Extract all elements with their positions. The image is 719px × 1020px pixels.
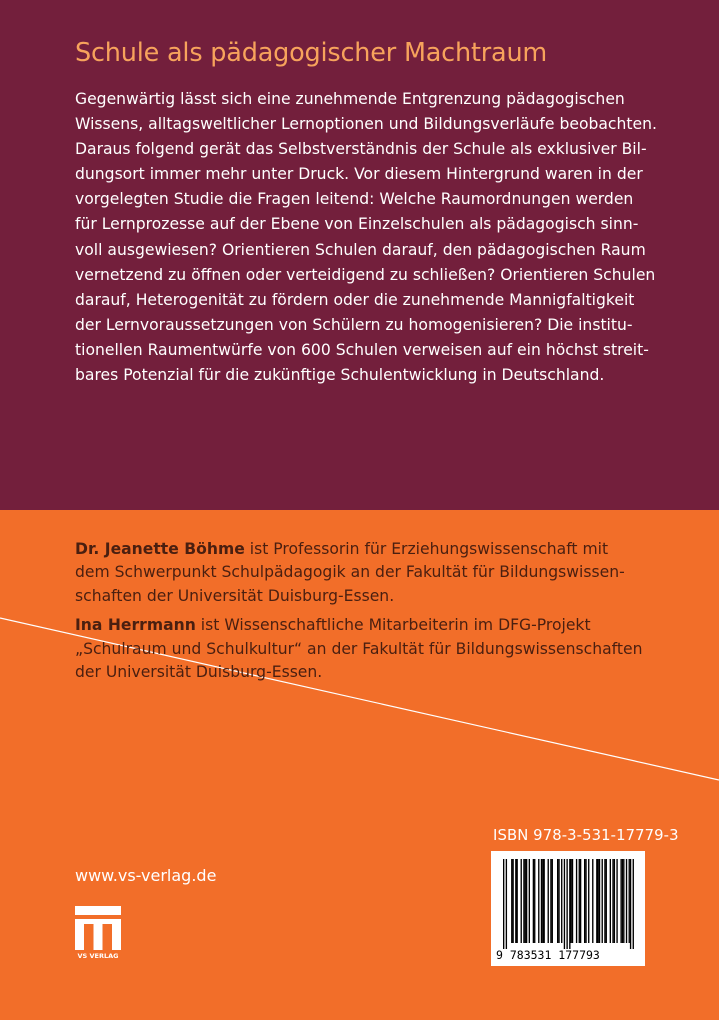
blurb-line: bares Potenzial für die zukünftige Schulentwicklung in Deutschland. (75, 366, 605, 385)
barcode (491, 851, 645, 966)
barcode-bar (511, 859, 512, 943)
barcode-bar (542, 859, 543, 943)
barcode-bar (529, 859, 530, 943)
blurb-line: vernetzend zu öffnen oder verteidigend zu schließen? Orientieren Schulen (75, 265, 656, 284)
barcode-bar (515, 859, 516, 943)
barcode-bar (599, 859, 600, 943)
barcode-bar (512, 859, 513, 943)
barcode-bar (558, 859, 559, 943)
author-bio-line: „Schulraum und Schulkultur“ an der Fakultät für Bildungswissenschaften (75, 639, 643, 658)
blurb (75, 87, 675, 388)
barcode-bar (610, 859, 611, 943)
barcode-bar (564, 859, 565, 949)
blurb-line: vorgelegten Studie die Fragen leitend: Welche Raumordnungen werden (75, 190, 634, 209)
barcode-bar (623, 859, 624, 943)
barcode-bar (523, 859, 524, 943)
author-bio-line: dem Schwerpunkt Schulpädagogik an der Fakultät für Bildungswissen- (75, 563, 625, 582)
barcode-bar (596, 859, 597, 943)
blurb-line: Wissens, alltagsweltlicher Lernoptionen und Bildungsverläufe beobachten. (75, 115, 657, 134)
author-bio-line: schaften der Universität Duisburg-Essen. (75, 586, 395, 605)
barcode-bar (620, 859, 621, 943)
barcode-bar (541, 859, 542, 943)
barcode-bar (569, 859, 570, 949)
blurb-line: für Lernprozesse auf der Ebene von Einzelschulen als pädagogisch sinn- (75, 215, 639, 234)
author-bio-line: ist Professorin für Erziehungswissenschaft mit (244, 540, 609, 558)
blurb-line: tionellen Raumentwürfe von 600 Schulen verweisen auf ein höchst streit- (75, 340, 649, 359)
barcode-bar (614, 859, 615, 943)
blurb-line: voll ausgewiesen? Orientieren Schulen darauf, den pädagogischen Raum (75, 240, 646, 259)
barcode-bar (517, 859, 518, 943)
barcode-bar (557, 859, 558, 943)
blurb-line: dungsort immer mehr unter Druck. Vor diesem Hintergrund waren in der (75, 165, 643, 184)
barcode-bar (604, 859, 605, 943)
barcode-bar (506, 859, 507, 949)
barcode-bar (550, 859, 551, 943)
barcode-bar (571, 859, 572, 943)
barcode-bar (526, 859, 527, 943)
barcode-bar (579, 859, 580, 943)
barcode-bar (548, 859, 549, 943)
barcode-bar (606, 859, 607, 943)
barcode-bar (633, 859, 634, 949)
barcode-bar (626, 859, 627, 943)
barcode-bar (521, 859, 522, 943)
barcode-bar (503, 859, 504, 949)
barcode-bar (630, 859, 631, 949)
barcode-bar (544, 859, 545, 943)
barcode-bar (584, 859, 585, 943)
publisher-logo (75, 906, 121, 964)
barcode-bar (588, 859, 589, 943)
isbn-label: ISBN 978-3-531-17779-3 (493, 827, 679, 844)
barcode-bars (491, 851, 645, 966)
barcode-bar (533, 859, 534, 943)
barcode-bar (534, 859, 535, 943)
barcode-bar (598, 859, 599, 943)
blurb-line: darauf, Heterogenität zu fördern oder die zunehmende Mannigfaltigkeit (75, 290, 635, 309)
barcode-bar (580, 859, 581, 943)
barcode-bar (585, 859, 586, 943)
barcode-bar (561, 859, 562, 943)
blurb-line: Daraus folgend gerät das Selbstverständnis der Schule als exklusiver Bil- (75, 140, 647, 159)
author-name: Ina Herrmann (75, 616, 196, 635)
barcode-bar (616, 859, 617, 943)
barcode-bar (592, 859, 593, 943)
barcode-bar (525, 859, 526, 943)
blurb-line: der Lernvoraussetzungen von Schülern zu homogenisieren? Die institu- (75, 315, 633, 334)
barcode-bar (602, 859, 603, 943)
barcode-bar (622, 859, 623, 943)
author-name: Dr. Jeanette Böhme (75, 540, 245, 558)
publisher-url[interactable]: www.vs-verlag.de (75, 866, 217, 885)
book-title: Schule als pädagogischer Machtraum (75, 38, 548, 68)
barcode-bar (566, 859, 567, 949)
blurb-line: Gegenwärtig lässt sich eine zunehmende Entgrenzung pädagogischen (75, 90, 625, 108)
barcode-bar (612, 859, 613, 943)
barcode-bar (576, 859, 577, 943)
logo-text: VS VERLAG (77, 952, 119, 960)
author-bio (75, 614, 685, 684)
author-bio-line: der Universität Duisburg-Essen. (75, 663, 323, 682)
barcode-bar (538, 859, 539, 943)
barcode-digits: 9 783531 177793 (496, 948, 600, 962)
barcode-bar (629, 859, 630, 943)
author-bio-line: ist Wissenschaftliche Mitarbeiterin im DFG-Projekt (195, 616, 591, 635)
barcode-bar (552, 859, 553, 943)
author-bio (75, 538, 685, 608)
author-bios (75, 538, 685, 690)
barcode-bar (572, 859, 573, 943)
